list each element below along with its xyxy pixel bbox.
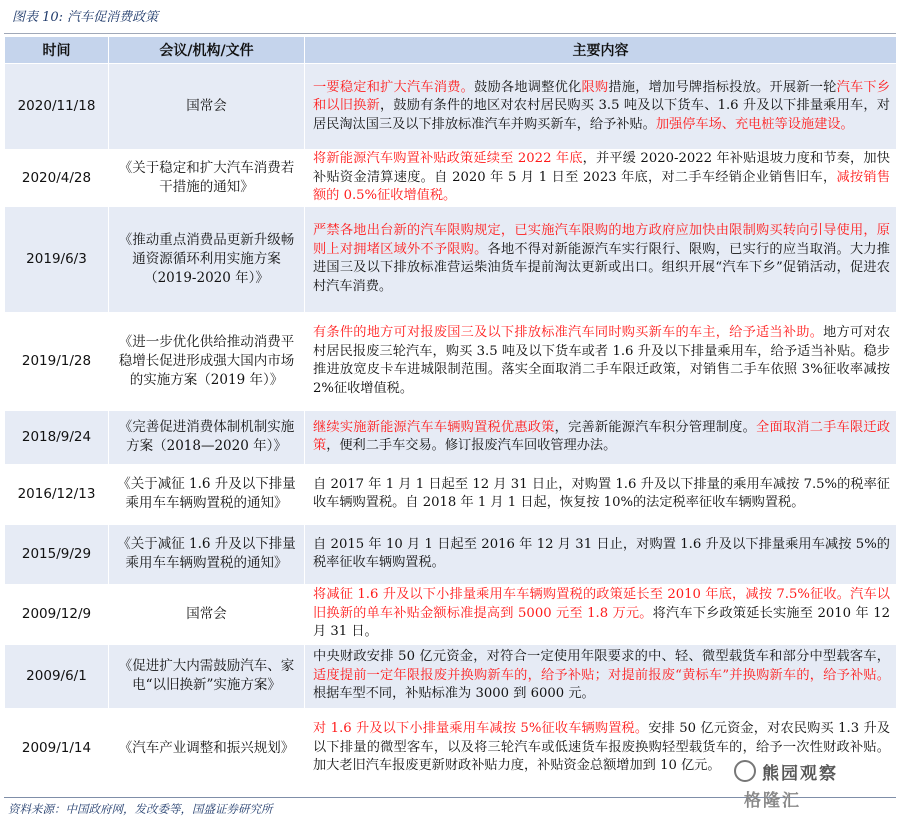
row-org: 国常会 bbox=[109, 64, 305, 150]
row-date: 2020/4/28 bbox=[5, 150, 109, 207]
row-date: 2018/9/24 bbox=[5, 410, 109, 464]
content-text: ，鼓励有条件的地区对农村居民购买 3.5 吨及以下货车、1.6 升及以下排量乘用车，对居民淘汰国三及以下排放标准汽车并购买新车，给予补贴。 bbox=[313, 98, 890, 132]
content-text: 鼓励各地调整优化 bbox=[474, 79, 582, 95]
header-time: 时间 bbox=[5, 37, 109, 64]
content-text: 将汽车下乡政策延长实施至 2010 年 12 月 31 日。 bbox=[313, 605, 890, 640]
row-content bbox=[305, 150, 897, 207]
highlighted-text: 有条件的地方可对报废国三及以下排放标准汽车同时购买新车的车主，给予适当补助。 bbox=[313, 325, 824, 340]
table-header-row bbox=[5, 37, 897, 64]
row-content bbox=[305, 464, 897, 524]
caption-divider bbox=[4, 33, 896, 34]
source-note: 资料来源：中国政府网，发改委等，国盛证券研究所 bbox=[8, 802, 273, 816]
content-text: 自 2017 年 1 月 1 日起至 12 月 31 日止，对购置 1.6 升及以下排量的乘用车减按 7.5%的税率征收车辆购置税。自 2018 年 1 月 1 日起，恢复按 10%的法定税率征收车辆购置税。 bbox=[313, 476, 890, 510]
table-row bbox=[5, 464, 897, 524]
table-row bbox=[5, 206, 897, 312]
row-date: 2020/11/18 bbox=[5, 64, 109, 150]
header-content: 主要内容 bbox=[305, 37, 897, 64]
highlighted-text: 减按销售额的 0.5%征收增值税。 bbox=[313, 169, 891, 203]
content-text: ，并平缓 2020-2022 年补贴退坡力度和节奏，加快补贴资金清算速度。自 2020 年 5 月 1 日至 2023 年底，对二手车经销企业销售旧车， bbox=[313, 151, 890, 185]
table-row bbox=[5, 644, 897, 708]
highlighted-text: 将减征 1.6 升及以下小排量乘用车车辆购置税的政策延长至 2010 年底，减按 7.5%征收。汽车以旧换新的单车补贴金额标准提高到 5000 元至 1.8 万元。 bbox=[313, 587, 890, 621]
row-org: 《汽车产业调整和振兴规划》 bbox=[109, 708, 305, 788]
row-date: 2019/1/28 bbox=[5, 312, 109, 410]
wechat-icon bbox=[734, 760, 756, 782]
highlighted-text: 适度提前一定年限报废并换购新车的，给予补贴；对提前报废“黄标车”并换购新车的，给予补贴。 bbox=[313, 667, 890, 683]
row-content bbox=[305, 312, 897, 410]
table-row bbox=[5, 312, 897, 410]
row-content bbox=[305, 524, 897, 584]
table-row bbox=[5, 584, 897, 644]
row-date: 2016/12/13 bbox=[5, 464, 109, 524]
row-org: 《关于稳定和扩大汽车消费若干措施的通知》 bbox=[109, 150, 305, 207]
highlighted-text: 将新能源汽车购置补贴政策延续至 2022 年底 bbox=[313, 151, 583, 166]
content-text: ，完善新能源汽车积分管理制度。 bbox=[554, 419, 757, 435]
highlighted-text: 全面取消二手车限迁政策 bbox=[313, 419, 891, 453]
highlighted-text: 一要稳定和扩大汽车消费。 bbox=[313, 79, 475, 95]
content-text: 中央财政安排 50 亿元资金，对符合一定使用年限要求的中、轻、微型载货车和部分中型载客车， bbox=[313, 649, 890, 665]
table-row bbox=[5, 150, 897, 207]
row-date: 2009/1/14 bbox=[5, 708, 109, 788]
row-date: 2019/6/3 bbox=[5, 206, 109, 312]
row-content bbox=[305, 644, 897, 708]
row-date: 2009/6/1 bbox=[5, 644, 109, 708]
row-content bbox=[305, 64, 897, 150]
table-row bbox=[5, 410, 897, 464]
table-row bbox=[5, 524, 897, 584]
highlighted-text: 汽车下乡和以旧换新 bbox=[313, 79, 891, 114]
content-text: 各地不得对新能源汽车实行限行、限购，已实行的应当取消。大力推进国三及以下排放标准营运柴油货车提前淘汰更新或出口。组织开展“汽车下乡”促销活动，促进农村汽车消费。 bbox=[313, 241, 890, 294]
content-text: 安排 50 亿元资金，对农民购买 1.3 升及以下排量的微型客车，以及将三轮汽车或低速货车报废换购轻型载货车的，给予一次性财政补贴。加大老旧汽车报废更新财政补贴力度，补贴资金总额增加到 10 亿元。 bbox=[313, 721, 891, 774]
row-org: 《关于减征 1.6 升及以下排量乘用车车辆购置税的通知》 bbox=[109, 464, 305, 524]
content-text: 措施，增加号牌指标投放。开展新一轮 bbox=[608, 79, 837, 95]
watermark-line2: 格隆汇 bbox=[744, 791, 801, 811]
watermark-line1: 熊园观察 bbox=[762, 763, 838, 784]
row-date: 2009/12/9 bbox=[5, 584, 109, 644]
highlighted-text: 对 1.6 升及以下小排量乘用车减按 5%征收车辆购置税。 bbox=[313, 721, 649, 737]
row-org: 《促进扩大内需鼓励汽车、家电“以旧换新”实施方案》 bbox=[109, 644, 305, 708]
row-date: 2015/9/29 bbox=[5, 524, 109, 584]
highlighted-text: 严禁各地出台新的汽车限购规定，已实施汽车限购的地方政府应加快由限制购买转向引导使用，原则上对拥堵区域外不予限购。 bbox=[313, 223, 890, 257]
row-content bbox=[305, 584, 897, 644]
content-text: ，便利二手车交易。修订报废汽车回收管理办法。 bbox=[326, 438, 617, 453]
table-row bbox=[5, 64, 897, 150]
content-text: 自 2015 年 10 月 1 日起至 2016 年 12 月 31 日止，对购置 1.6 升及以下排量乘用车减按 5%的税率征收车辆购置税。 bbox=[313, 536, 890, 570]
figure-caption: 图表 10: 汽车促消费政策 bbox=[12, 10, 159, 25]
highlighted-text: 加强停车场、充电桩等设施建设。 bbox=[655, 116, 854, 132]
content-text: 根据车型不同，补贴标准为 3000 到 6000 元。 bbox=[313, 686, 595, 702]
row-content bbox=[305, 206, 897, 312]
header-org: 会议/机构/文件 bbox=[109, 37, 305, 64]
policy-table bbox=[4, 36, 897, 789]
row-org: 《推动重点消费品更新升级畅通资源循环利用实施方案（2019-2020 年）》 bbox=[109, 206, 305, 312]
row-org: 《完善促进消费体制机制实施方案（2018—2020 年）》 bbox=[109, 410, 305, 464]
highlighted-text: 限购 bbox=[581, 79, 609, 95]
row-content bbox=[305, 410, 897, 464]
content-text: 地方可对农村居民报废三轮汽车，购买 3.5 吨及以下货车或者 1.6 升及以下排量乘用车，给予适当补贴。稳步推进放宽皮卡车进城限制范围。落实全面取消二手车限迁政策，对销售二手车依照 3%征收率减按 2%征收增值税。 bbox=[313, 325, 891, 396]
row-org: 《进一步优化供给推动消费平稳增长促进形成强大国内市场的实施方案（2019 年）》 bbox=[109, 312, 305, 410]
highlighted-text: 继续实施新能源汽车车辆购置税优惠政策 bbox=[313, 419, 555, 435]
row-org: 《关于减征 1.6 升及以下排量乘用车车辆购置税的通知》 bbox=[109, 524, 305, 584]
watermark bbox=[734, 756, 889, 816]
row-org: 国常会 bbox=[109, 584, 305, 644]
